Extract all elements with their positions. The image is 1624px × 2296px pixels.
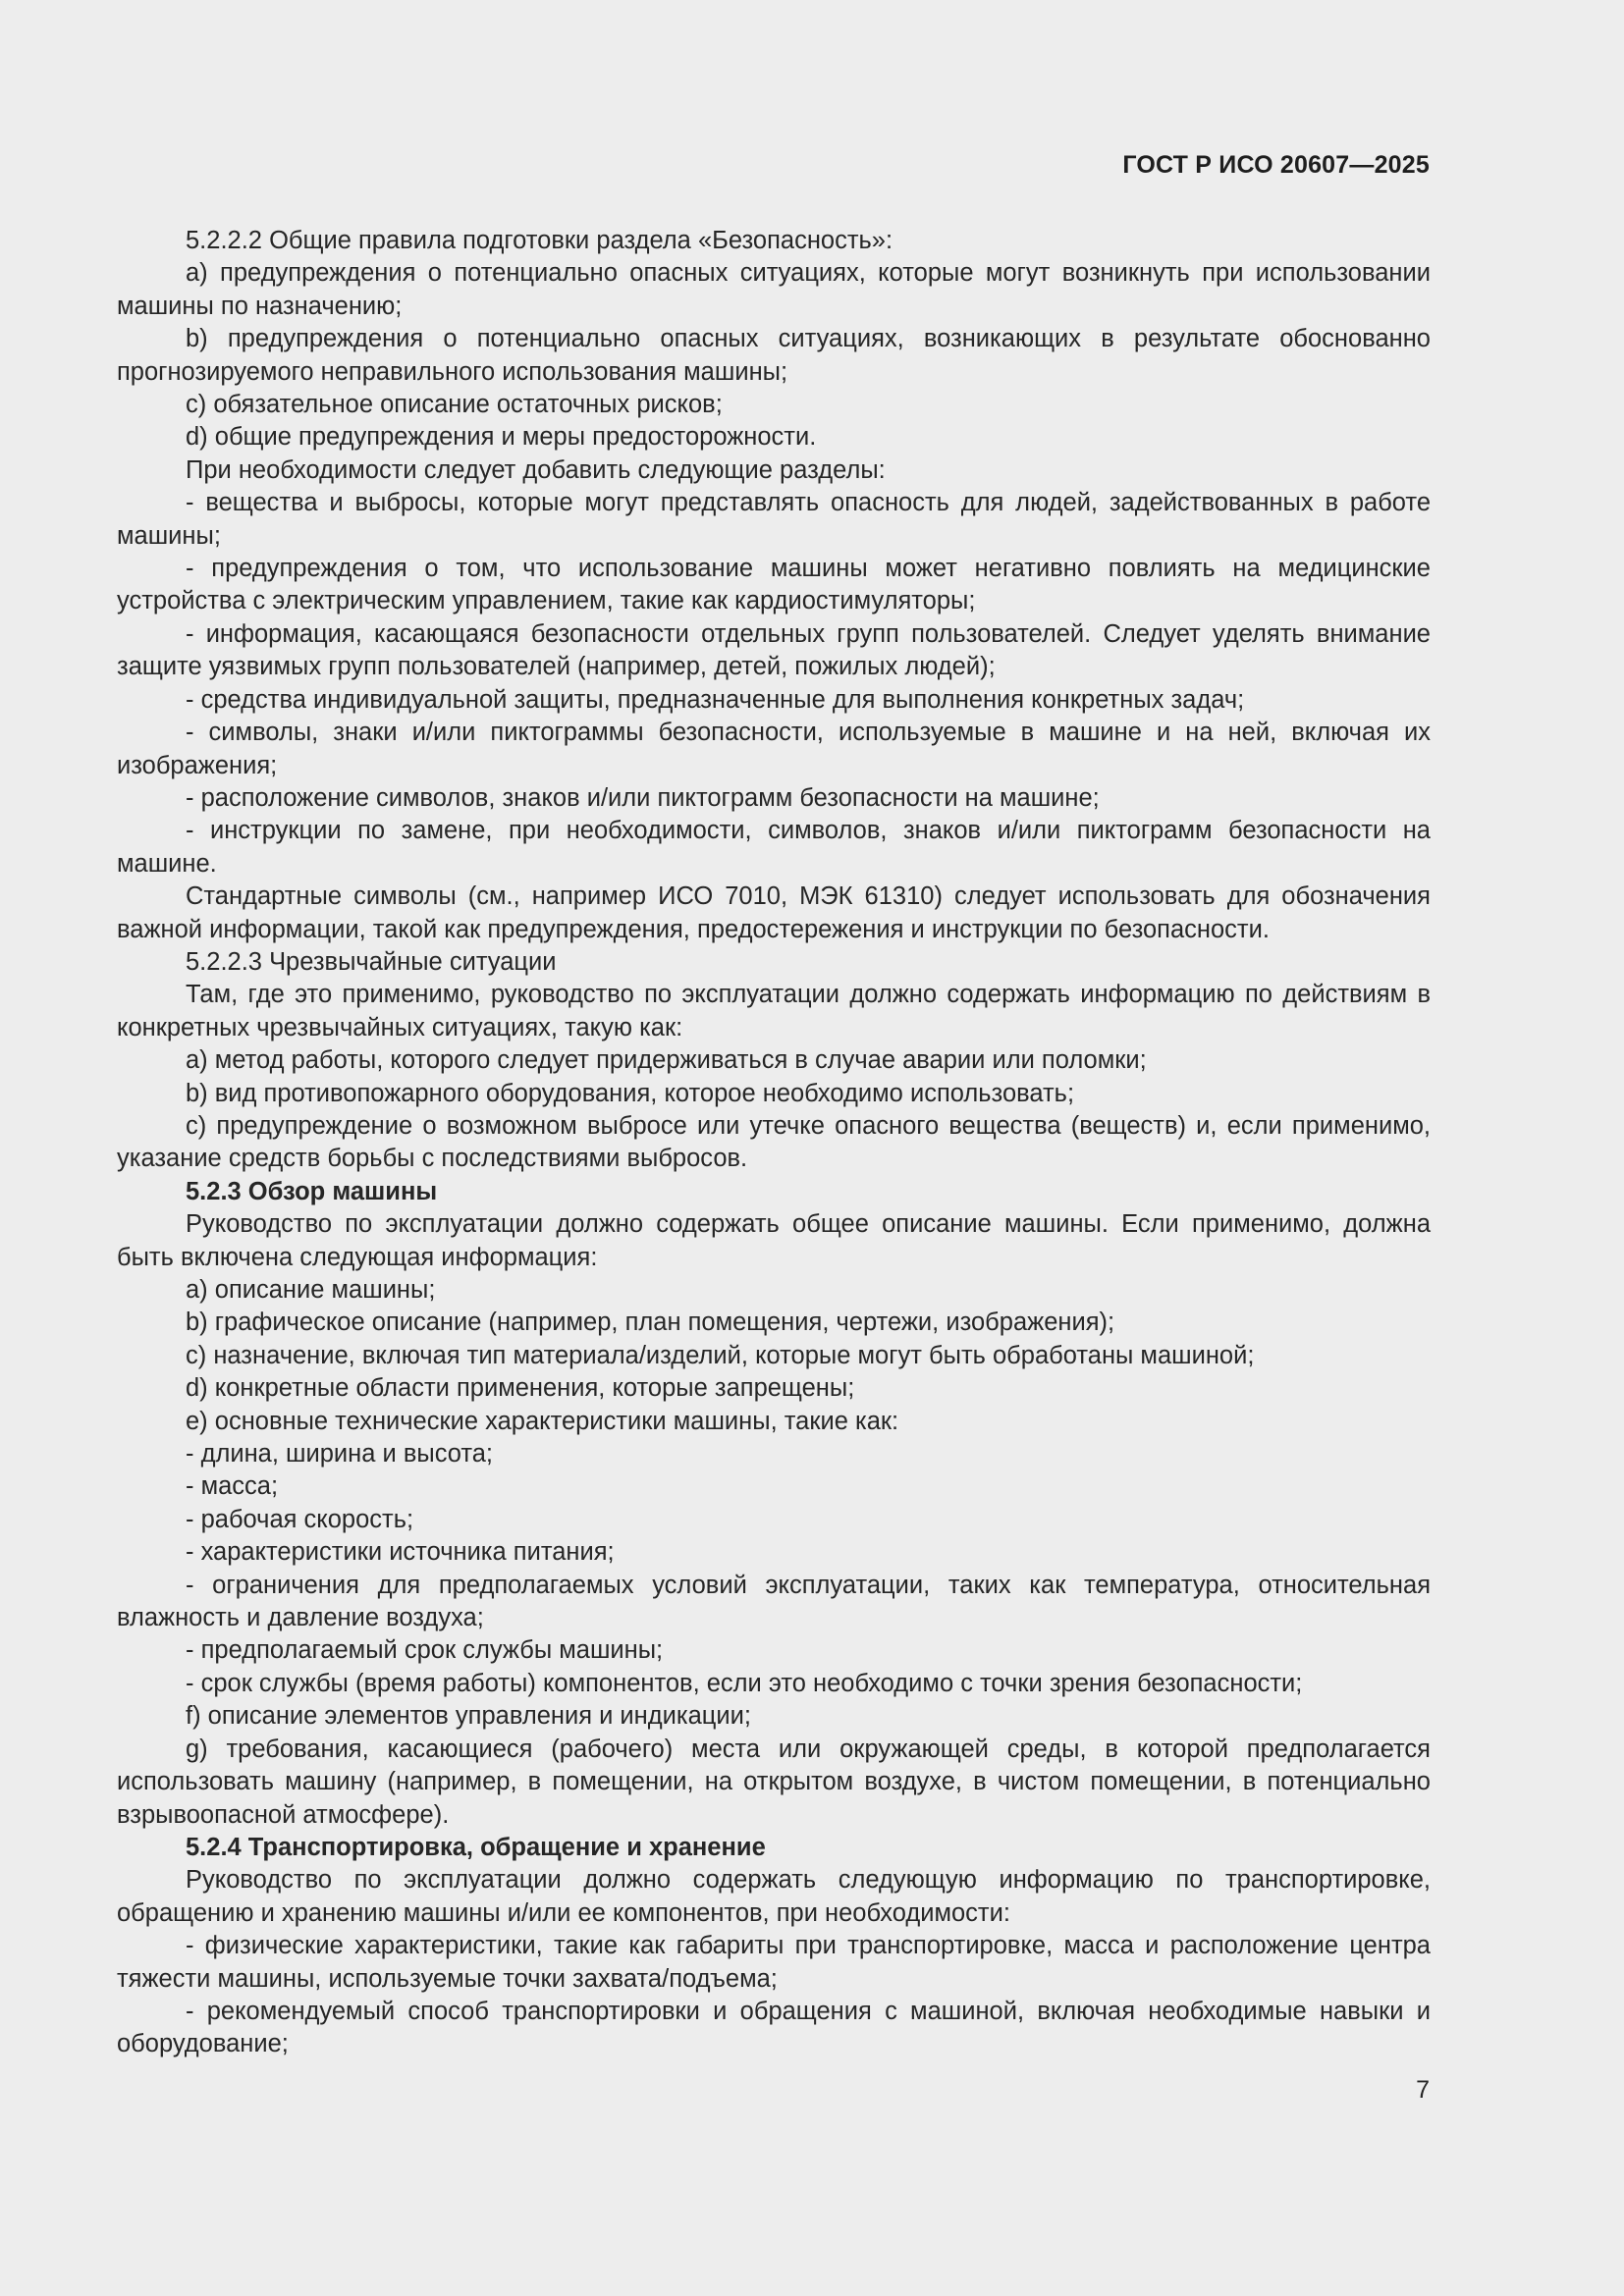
list-item: - предупреждения о том, что использование машины может негативно повлиять на медицинские устройства с электрическим управлением, такие как кардиостимуляторы; bbox=[117, 555, 1431, 615]
list-item: - символы, знаки и/или пиктограммы безопасности, используемые в машине и на ней, включая их изображения; bbox=[117, 719, 1431, 779]
list-item: g) требования, касающиеся (рабочего) места или окружающей среды, в которой предполагается использовать машину (например, в помещении, на открытом воздухе, в чистом помещении, в потенциально взрывоопасной атмосфере). bbox=[117, 1735, 1431, 1829]
clause-5-2-2-3: 5.2.2.3 Чрезвычайные ситуации bbox=[186, 947, 557, 976]
section-heading-5-2-3: 5.2.3 Обзор машины bbox=[186, 1177, 438, 1205]
paragraph: Стандартные символы (см., например ИСО 7010, МЭК 61310) следует использовать для обозначения важной информации, такой как предупреждения, предостережения и инструкции по безопасности. bbox=[117, 882, 1431, 943]
list-item: d) общие предупреждения и меры предосторожности. bbox=[186, 423, 817, 452]
list-item: b) графическое описание (например, план помещения, чертежи, изображения); bbox=[186, 1308, 1115, 1337]
list-item: c) предупреждение о возможном выбросе или утечке опасного вещества (веществ) и, если применимо, указание средств борьбы с последствиями выбросов. bbox=[117, 1111, 1431, 1173]
list-item: - масса; bbox=[186, 1472, 279, 1501]
list-item: - расположение символов, знаков и/или пиктограмм безопасности на машине; bbox=[186, 783, 1100, 812]
list-item: - рекомендуемый способ транспортировки и обращения с машиной, включая необходимые навыки и оборудование; bbox=[117, 1997, 1431, 2058]
list-item: d) конкретные области применения, которые запрещены; bbox=[186, 1374, 855, 1403]
section-heading-5-2-4: 5.2.4 Транспортировка, обращение и хранение bbox=[186, 1833, 766, 1861]
paragraph: Там, где это применимо, руководство по эксплуатации должно содержать информацию по действиям в конкретных чрезвычайных ситуациях, такую как: bbox=[117, 981, 1431, 1041]
list-item: - инструкции по замене, при необходимости, символов, знаков и/или пиктограмм безопасности на машине. bbox=[117, 817, 1431, 878]
list-item: - рабочая скорость; bbox=[186, 1505, 414, 1533]
list-item: b) предупреждения о потенциально опасных ситуациях, возникающих в результате обоснованно прогнозируемого неправильного использования машины; bbox=[117, 325, 1431, 386]
list-item: a) описание машины; bbox=[186, 1276, 436, 1304]
list-item: e) основные технические характеристики машины, такие как: bbox=[186, 1407, 899, 1435]
page-content bbox=[117, 225, 1431, 2061]
list-item: - физические характеристики, такие как габариты при транспортировке, масса и расположение центра тяжести машины, используемые точки захвата/подъема; bbox=[117, 1932, 1431, 1993]
list-item: - средства индивидуальной защиты, предназначенные для выполнения конкретных задач; bbox=[186, 685, 1245, 714]
page-number: 7 bbox=[1416, 2076, 1430, 2104]
list-item: a) предупреждения о потенциально опасных ситуациях, которые могут возникнуть при использовании машины по назначению; bbox=[117, 259, 1431, 320]
list-item: c) обязательное описание остаточных рисков; bbox=[186, 391, 723, 419]
list-item: a) метод работы, которого следует придерживаться в случае аварии или поломки; bbox=[186, 1046, 1147, 1075]
list-item: - информация, касающаяся безопасности отдельных групп пользователей. Следует уделять внимание защите уязвимых групп пользователей (например, детей, пожилых людей); bbox=[117, 619, 1431, 681]
paragraph: Руководство по эксплуатации должно содержать следующую информацию по транспортировке, обращению и хранению машины и/или ее компонентов, при необходимости: bbox=[117, 1866, 1431, 1927]
paragraph: При необходимости следует добавить следующие разделы: bbox=[186, 455, 886, 484]
clause-5-2-2-2: 5.2.2.2 Общие правила подготовки раздела «Безопасность»: bbox=[186, 227, 893, 254]
list-item: - предполагаемый срок службы машины; bbox=[186, 1636, 664, 1665]
standard-header: ГОСТ Р ИСО 20607—2025 bbox=[1122, 151, 1430, 179]
list-item: - вещества и выбросы, которые могут представлять опасность для людей, задействованных в работе машины; bbox=[117, 489, 1431, 550]
list-item: c) назначение, включая тип материала/изделий, которые могут быть обработаны машиной; bbox=[186, 1341, 1255, 1369]
list-item: f) описание элементов управления и индикации; bbox=[186, 1702, 751, 1731]
list-item: - ограничения для предполагаемых условий эксплуатации, таких как температура, относительная влажность и давление воздуха; bbox=[117, 1571, 1431, 1632]
list-item: - срок службы (время работы) компонентов, если это необходимо с точки зрения безопасности; bbox=[186, 1669, 1303, 1697]
paragraph: Руководство по эксплуатации должно содержать общее описание машины. Если применимо, должна быть включена следующая информация: bbox=[117, 1210, 1431, 1271]
list-item: - длина, ширина и высота; bbox=[186, 1440, 494, 1468]
list-item: b) вид противопожарного оборудования, которое необходимо использовать; bbox=[186, 1079, 1075, 1107]
list-item: - характеристики источника питания; bbox=[186, 1538, 615, 1567]
